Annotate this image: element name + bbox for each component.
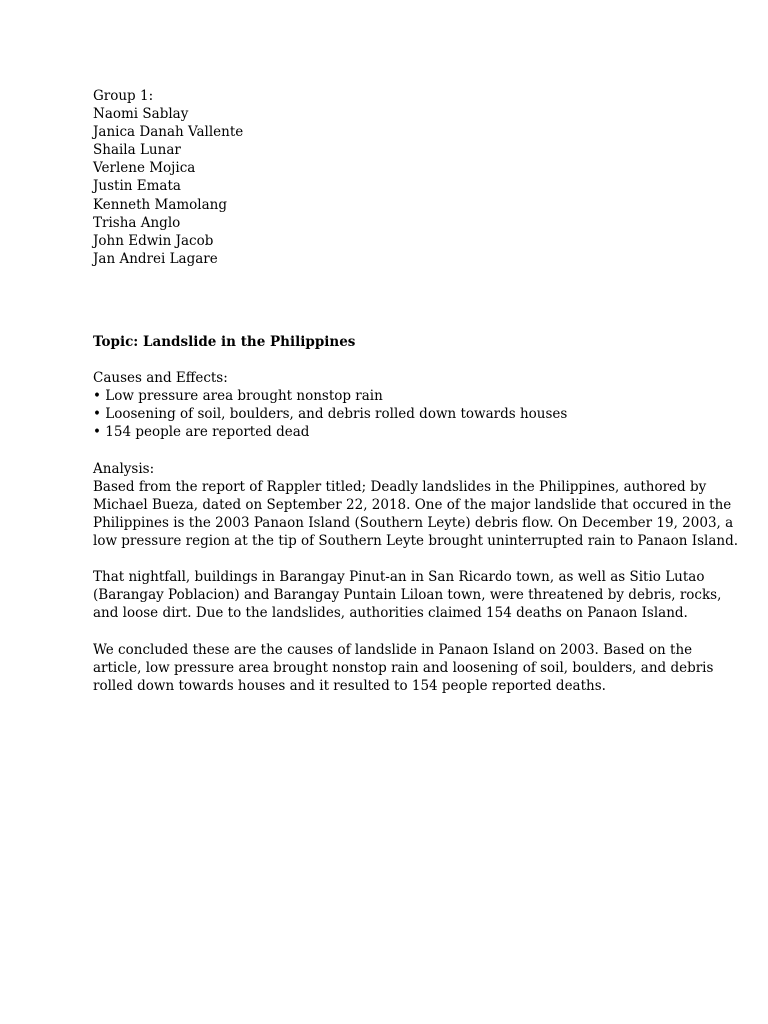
group-members-section	[93, 87, 693, 268]
member-name: Trisha Anglo	[93, 214, 181, 231]
member-name: Jan Andrei Lagare	[93, 250, 218, 267]
analysis-paragraph-line: Philippines is the 2003 Panaon Island (Southern Leyte) debris flow. On December 19, 2003, a	[93, 515, 734, 532]
analysis-paragraph-line: Based from the report of Rappler titled; Deadly landslides in the Philippines, authored by	[93, 479, 707, 496]
analysis-paragraph-line: Michael Bueza, dated on September 22, 2018. One of the major landslide that occured in the	[93, 497, 732, 514]
analysis-paragraph-line: rolled down towards houses and it resulted to 154 people reported deaths.	[93, 678, 606, 695]
analysis-paragraph-line: We concluded these are the causes of landslide in Panaon Island on 2003. Based on the	[93, 642, 693, 658]
member-name: Kenneth Mamolang	[93, 196, 228, 213]
analysis-paragraph-2	[93, 568, 722, 622]
topic-heading	[93, 333, 693, 351]
analysis-paragraph-line: article, low pressure area brought nonstop rain and loosening of soil, boulders, and debris	[93, 660, 714, 677]
topic-text: Topic: Landslide in the Philippines	[93, 334, 356, 350]
analysis-paragraph-line: That nightfall, buildings in Barangay Pinut-an in San Ricardo town, as well as Sitio Lutao	[93, 569, 705, 585]
causes-section	[93, 369, 693, 441]
member-name: Janica Danah Vallente	[93, 124, 244, 141]
member-name: Justin Emata	[93, 178, 181, 195]
member-name: Verlene Mojica	[93, 160, 196, 177]
analysis-paragraph-line: (Barangay Poblacion) and Barangay Puntain Liloan town, were threatened by debris, rocks,	[93, 587, 722, 604]
cause-item: • Low pressure area brought nonstop rain	[93, 387, 693, 405]
analysis-paragraph-line: and loose dirt. Due to the landslides, authorities claimed 154 deaths on Panaon Island.	[93, 605, 688, 622]
analysis-paragraph-line: low pressure region at the tip of Southern Leyte brought uninterrupted rain to Panaon Island.	[93, 533, 739, 550]
cause-item: • 154 people are reported dead	[93, 423, 693, 441]
cause-item: • Loosening of soil, boulders, and debris rolled down towards houses	[93, 405, 693, 423]
analysis-section	[93, 460, 739, 550]
group-heading: Group 1:	[93, 88, 154, 104]
member-name: Naomi Sablay	[93, 106, 189, 123]
causes-heading: Causes and Effects:	[93, 370, 228, 386]
member-name: Shaila Lunar	[93, 142, 181, 159]
analysis-heading: Analysis:	[93, 461, 155, 477]
member-name: John Edwin Jacob	[93, 232, 214, 249]
analysis-paragraph-3	[93, 641, 714, 695]
